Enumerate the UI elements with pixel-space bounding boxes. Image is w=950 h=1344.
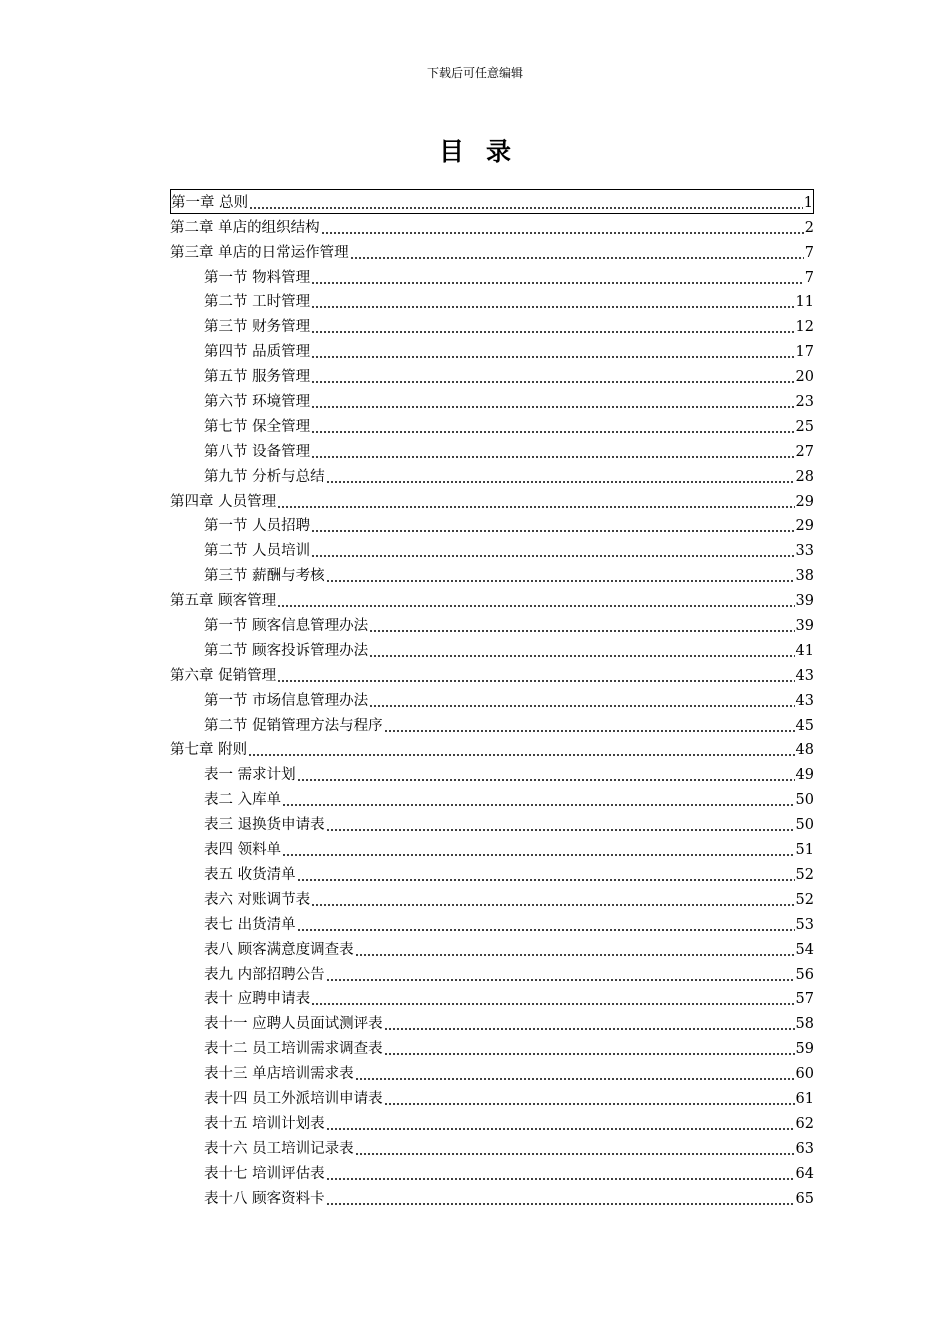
- toc-entry-label: 第二章 单店的组织结构: [170, 219, 320, 236]
- toc-entry-page-number: 12: [795, 319, 814, 336]
- toc-entry-label: 第六章 促销管理: [170, 667, 277, 684]
- toc-dot-leader: [311, 356, 794, 358]
- toc-entry-label: 第一节 人员招聘: [204, 518, 311, 535]
- toc-dot-leader: [355, 954, 795, 956]
- toc-entry-label: 表八 顾客满意度调查表: [204, 941, 354, 958]
- toc-entry-page-number: 65: [795, 1190, 814, 1207]
- toc-dot-leader: [384, 1103, 795, 1105]
- toc-entry[interactable]: [170, 413, 814, 438]
- toc-entry-label: 第二节 促销管理方法与程序: [204, 717, 383, 734]
- toc-entry-label: 第一节 市场信息管理办法: [204, 692, 369, 709]
- toc-entry-page-number: 60: [795, 1066, 814, 1083]
- toc-entry-page-number: 59: [795, 1041, 814, 1058]
- toc-dot-leader: [311, 306, 794, 308]
- toc-entry-page-number: 61: [795, 1090, 814, 1107]
- toc-entry-label: 表三 退换货申请表: [204, 817, 325, 834]
- toc-entry-label: 第三节 财务管理: [204, 319, 311, 336]
- toc-entry-label: 表七 出货清单: [204, 916, 296, 933]
- toc-entry[interactable]: [170, 936, 814, 961]
- toc-entry-page-number: 58: [795, 1016, 814, 1033]
- toc-entry[interactable]: [170, 861, 814, 886]
- toc-entry-label: 第一节 物料管理: [204, 269, 311, 286]
- toc-entry[interactable]: [170, 737, 814, 762]
- toc-entry[interactable]: [170, 388, 814, 413]
- toc-entry[interactable]: [170, 488, 814, 513]
- toc-entry-page-number: 11: [795, 294, 814, 311]
- toc-entry[interactable]: [170, 438, 814, 463]
- toc-dot-leader: [297, 779, 795, 781]
- toc-entry[interactable]: [170, 961, 814, 986]
- toc-dot-leader: [249, 207, 803, 209]
- toc-dot-leader: [326, 829, 795, 831]
- toc-entry-page-number: 49: [795, 767, 814, 784]
- toc-dot-leader: [326, 580, 795, 582]
- toc-entry-page-number: 38: [795, 568, 814, 585]
- toc-entry[interactable]: [170, 463, 814, 488]
- toc-entry-page-number: 41: [795, 642, 814, 659]
- toc-dot-leader: [311, 331, 794, 333]
- toc-dot-leader: [326, 1128, 795, 1130]
- toc-entry-page-number: 53: [795, 916, 814, 933]
- toc-dot-leader: [311, 904, 794, 906]
- toc-entry[interactable]: [170, 214, 814, 239]
- toc-entry-label: 表四 领料单: [204, 842, 282, 859]
- toc-entry[interactable]: [170, 1035, 814, 1060]
- toc-entry[interactable]: [170, 986, 814, 1011]
- toc-entry-label: 第四节 品质管理: [204, 344, 311, 361]
- toc-entry-label: 表十八 顾客资料卡: [204, 1190, 325, 1207]
- toc-entry-label: 表十六 员工培训记录表: [204, 1140, 354, 1157]
- toc-entry[interactable]: [170, 811, 814, 836]
- toc-entry-page-number: 39: [795, 593, 814, 610]
- toc-entry-page-number: 63: [795, 1140, 814, 1157]
- toc-entry-page-number: 39: [795, 618, 814, 635]
- toc-entry-label: 第二节 工时管理: [204, 294, 311, 311]
- toc-entry-page-number: 43: [795, 692, 814, 709]
- toc-entry-page-number: 50: [795, 817, 814, 834]
- toc-dot-leader: [311, 406, 794, 408]
- header-note: 下载后可任意编辑: [426, 66, 523, 80]
- toc-entry-label: 表十 应聘申请表: [204, 991, 311, 1008]
- toc-entry-page-number: 56: [795, 966, 814, 983]
- toc-dot-leader: [297, 929, 795, 931]
- toc-entry-page-number: 7: [804, 269, 814, 286]
- toc-entry-label: 第二节 顾客投诉管理办法: [204, 642, 369, 659]
- toc-title: 目录: [438, 137, 533, 166]
- toc-dot-leader: [311, 530, 794, 532]
- toc-entry-page-number: 20: [795, 369, 814, 386]
- toc-entry-page-number: 23: [795, 394, 814, 411]
- toc-entry-page-number: 52: [795, 891, 814, 908]
- toc-entry-page-number: 43: [795, 667, 814, 684]
- toc-entry-label: 第五章 顾客管理: [170, 593, 277, 610]
- toc-dot-leader: [384, 1028, 795, 1030]
- toc-entry-page-number: 52: [795, 866, 814, 883]
- toc-entry[interactable]: [170, 1010, 814, 1035]
- toc-entry-label: 第七节 保全管理: [204, 418, 311, 435]
- toc-entry-label: 第八节 设备管理: [204, 443, 311, 460]
- toc-dot-leader: [384, 1053, 795, 1055]
- toc-entry-label: 第一章 总则: [171, 194, 249, 211]
- toc-entry-page-number: 54: [795, 941, 814, 958]
- toc-entry[interactable]: [170, 562, 814, 587]
- toc-entry-page-number: 33: [795, 543, 814, 560]
- toc-entry-page-number: 2: [804, 219, 814, 236]
- toc-entry[interactable]: [170, 836, 814, 861]
- toc-dot-leader: [326, 1203, 795, 1205]
- toc-dot-leader: [277, 605, 794, 607]
- toc-entry-page-number: 17: [795, 344, 814, 361]
- toc-entry-label: 第九节 分析与总结: [204, 468, 325, 485]
- toc-entry[interactable]: [170, 363, 814, 388]
- toc-entry[interactable]: [170, 313, 814, 338]
- toc-entry[interactable]: [170, 239, 814, 264]
- toc-entry-label: 表一 需求计划: [204, 767, 296, 784]
- toc-dot-leader: [369, 655, 794, 657]
- toc-entry-label: 表十七 培训评估表: [204, 1165, 325, 1182]
- toc-entry[interactable]: [170, 264, 814, 289]
- toc-entry[interactable]: [170, 1110, 814, 1135]
- toc-entry-label: 表十一 应聘人员面试测评表: [204, 1016, 383, 1033]
- toc-entry-page-number: 29: [795, 518, 814, 535]
- toc-entry[interactable]: [170, 1085, 814, 1110]
- toc-dot-leader: [311, 381, 794, 383]
- toc-dot-leader: [282, 804, 794, 806]
- toc-entry-label: 表十二 员工培训需求调查表: [204, 1041, 383, 1058]
- toc-entry[interactable]: [170, 637, 814, 662]
- toc-entry-page-number: 45: [795, 717, 814, 734]
- toc-dot-leader: [369, 705, 794, 707]
- toc-dot-leader: [311, 555, 794, 557]
- toc-entry-page-number: 25: [795, 418, 814, 435]
- toc-entry-page-number: 48: [795, 742, 814, 759]
- toc-entry-page-number: 51: [795, 842, 814, 859]
- toc-entry[interactable]: [170, 1160, 814, 1185]
- toc-dot-leader: [248, 754, 794, 756]
- toc-entry-label: 第三章 单店的日常运作管理: [170, 244, 349, 261]
- toc-entry-page-number: 27: [795, 443, 814, 460]
- toc-dot-leader: [384, 730, 795, 732]
- toc-entry-label: 第一节 顾客信息管理办法: [204, 618, 369, 635]
- toc-entry[interactable]: [170, 1135, 814, 1160]
- toc-dot-leader: [321, 232, 804, 234]
- toc-entry[interactable]: [170, 513, 814, 538]
- toc-list: [170, 189, 814, 1210]
- toc-entry-label: 表十四 员工外派培训申请表: [204, 1090, 383, 1107]
- toc-entry[interactable]: [170, 1060, 814, 1085]
- toc-entry[interactable]: [170, 886, 814, 911]
- toc-entry-label: 第六节 环境管理: [204, 394, 311, 411]
- toc-dot-leader: [311, 282, 804, 284]
- toc-dot-leader: [355, 1153, 795, 1155]
- toc-entry[interactable]: [170, 587, 814, 612]
- toc-entry-page-number: 28: [795, 468, 814, 485]
- toc-entry[interactable]: [170, 662, 814, 687]
- toc-entry-label: 表十三 单店培训需求表: [204, 1066, 354, 1083]
- toc-dot-leader: [311, 456, 794, 458]
- toc-dot-leader: [277, 680, 794, 682]
- toc-entry-label: 表五 收货清单: [204, 866, 296, 883]
- toc-entry-label: 表十五 培训计划表: [204, 1115, 325, 1132]
- toc-dot-leader: [355, 1078, 795, 1080]
- toc-entry-label: 表六 对账调节表: [204, 891, 311, 908]
- toc-dot-leader: [282, 854, 794, 856]
- toc-entry-page-number: 1: [803, 194, 813, 211]
- toc-entry-label: 第七章 附则: [170, 742, 248, 759]
- toc-dot-leader: [369, 630, 794, 632]
- toc-entry-label: 表二 入库单: [204, 792, 282, 809]
- toc-dot-leader: [326, 1178, 795, 1180]
- toc-entry[interactable]: [170, 289, 814, 314]
- toc-entry-page-number: 29: [795, 493, 814, 510]
- toc-entry[interactable]: [170, 687, 814, 712]
- toc-entry[interactable]: [170, 761, 814, 786]
- toc-entry-page-number: 57: [795, 991, 814, 1008]
- toc-entry[interactable]: [170, 537, 814, 562]
- toc-dot-leader: [277, 506, 794, 508]
- toc-entry-label: 第三节 薪酬与考核: [204, 568, 325, 585]
- toc-entry-page-number: 50: [795, 792, 814, 809]
- toc-entry-page-number: 64: [795, 1165, 814, 1182]
- toc-dot-leader: [311, 431, 794, 433]
- toc-entry[interactable]: [170, 1185, 814, 1210]
- toc-entry[interactable]: [170, 712, 814, 737]
- toc-entry-label: 表九 内部招聘公告: [204, 966, 325, 983]
- toc-entry[interactable]: [170, 786, 814, 811]
- toc-entry[interactable]: [170, 189, 814, 214]
- toc-entry-page-number: 7: [804, 244, 814, 261]
- toc-dot-leader: [350, 257, 804, 259]
- toc-entry-label: 第二节 人员培训: [204, 543, 311, 560]
- toc-dot-leader: [326, 481, 795, 483]
- toc-entry-label: 第四章 人员管理: [170, 493, 277, 510]
- toc-entry[interactable]: [170, 612, 814, 637]
- toc-entry-page-number: 62: [795, 1115, 814, 1132]
- toc-dot-leader: [311, 1003, 794, 1005]
- toc-dot-leader: [297, 879, 795, 881]
- toc-entry[interactable]: [170, 911, 814, 936]
- toc-entry[interactable]: [170, 338, 814, 363]
- toc-dot-leader: [326, 979, 795, 981]
- toc-entry-label: 第五节 服务管理: [204, 369, 311, 386]
